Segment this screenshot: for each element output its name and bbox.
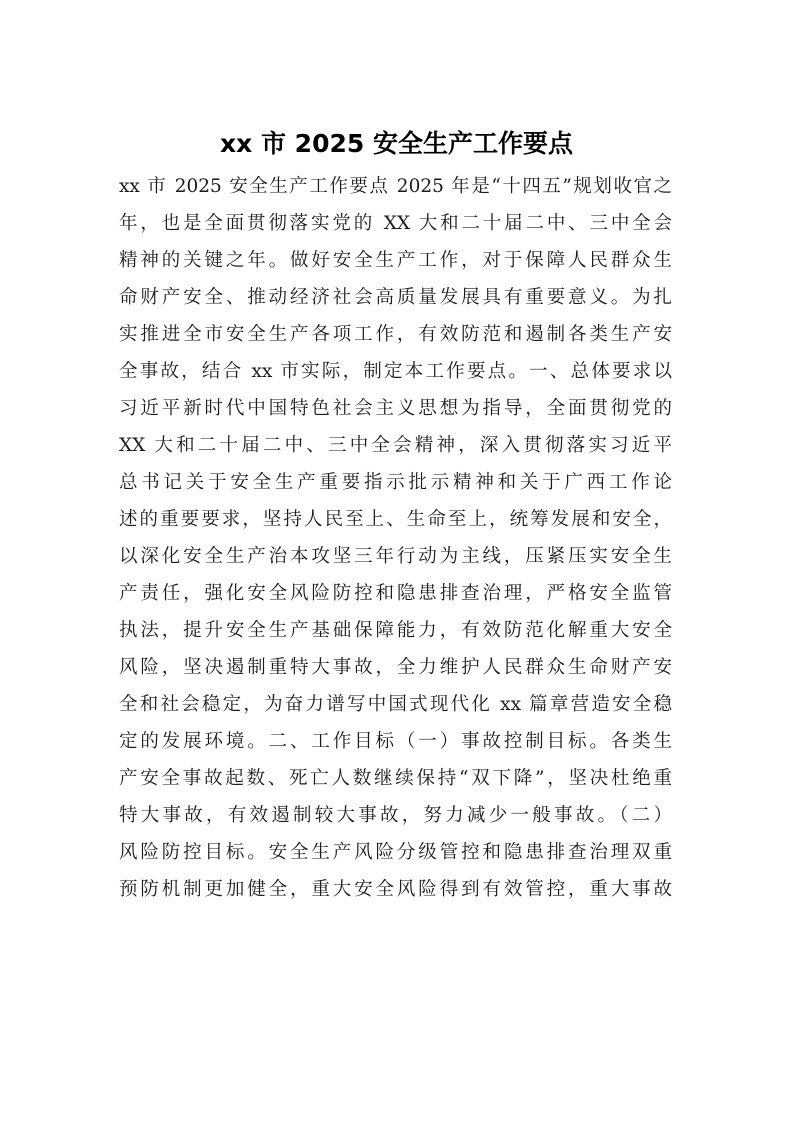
text-line: 全事故，结合 xx 市实际，制定本工作要点。一、总体要求以 [119,361,672,382]
text-line: 定的发展环境。二、工作目标（一）事故控制目标。各类生 [119,731,672,752]
text-line: 产安全事故起数、死亡人数继续保持“双下降”，坚决杜绝重 [119,768,672,789]
text-line: 执法，提升安全生产基础保障能力，有效防范化解重大安全 [119,620,672,641]
text-line: 预防机制更加健全，重大安全风险得到有效管控，重大事故 [119,879,672,900]
text-line: 述的重要要求，坚持人民至上、生命至上，统筹发展和安全， [119,509,672,530]
text-line: 习近平新时代中国特色社会主义思想为指导，全面贯彻党的 [119,398,672,419]
text-line: xx 市 2025 安全生产工作要点 2025 年是“十四五”规划收官之 [119,176,672,197]
text-line: 产责任，强化安全风险防控和隐患排查治理，严格安全监管 [119,583,672,604]
text-line: 全和社会稳定，为奋力谱写中国式现代化 xx 篇章营造安全稳 [119,694,672,715]
text-line: 年，也是全面贯彻落实党的 XX 大和二十届二中、三中全会 [119,213,672,234]
page-title: xx 市 2025 安全生产工作要点 [220,129,573,158]
text-line: XX 大和二十届二中、三中全会精神，深入贯彻落实习近平 [119,435,672,456]
text-line: 风险，坚决遏制重特大事故，全力维护人民群众生命财产安 [119,657,672,678]
text-line: 风险防控目标。安全生产风险分级管控和隐患排查治理双重 [119,842,672,863]
body-paragraph [119,168,672,908]
text-line: 特大事故，有效遏制较大事故，努力减少一般事故。（二） [119,805,672,826]
text-line: 实推进全市安全生产各项工作，有效防范和遏制各类生产安 [119,324,672,345]
text-line: 命财产安全、推动经济社会高质量发展具有重要意义。为扎 [119,287,672,308]
text-line: 精神的关键之年。做好安全生产工作，对于保障人民群众生 [119,250,672,271]
text-line: 总书记关于安全生产重要指示批示精神和关于广西工作论 [119,472,672,493]
text-line: 以深化安全生产治本攻坚三年行动为主线，压紧压实安全生 [119,546,672,567]
